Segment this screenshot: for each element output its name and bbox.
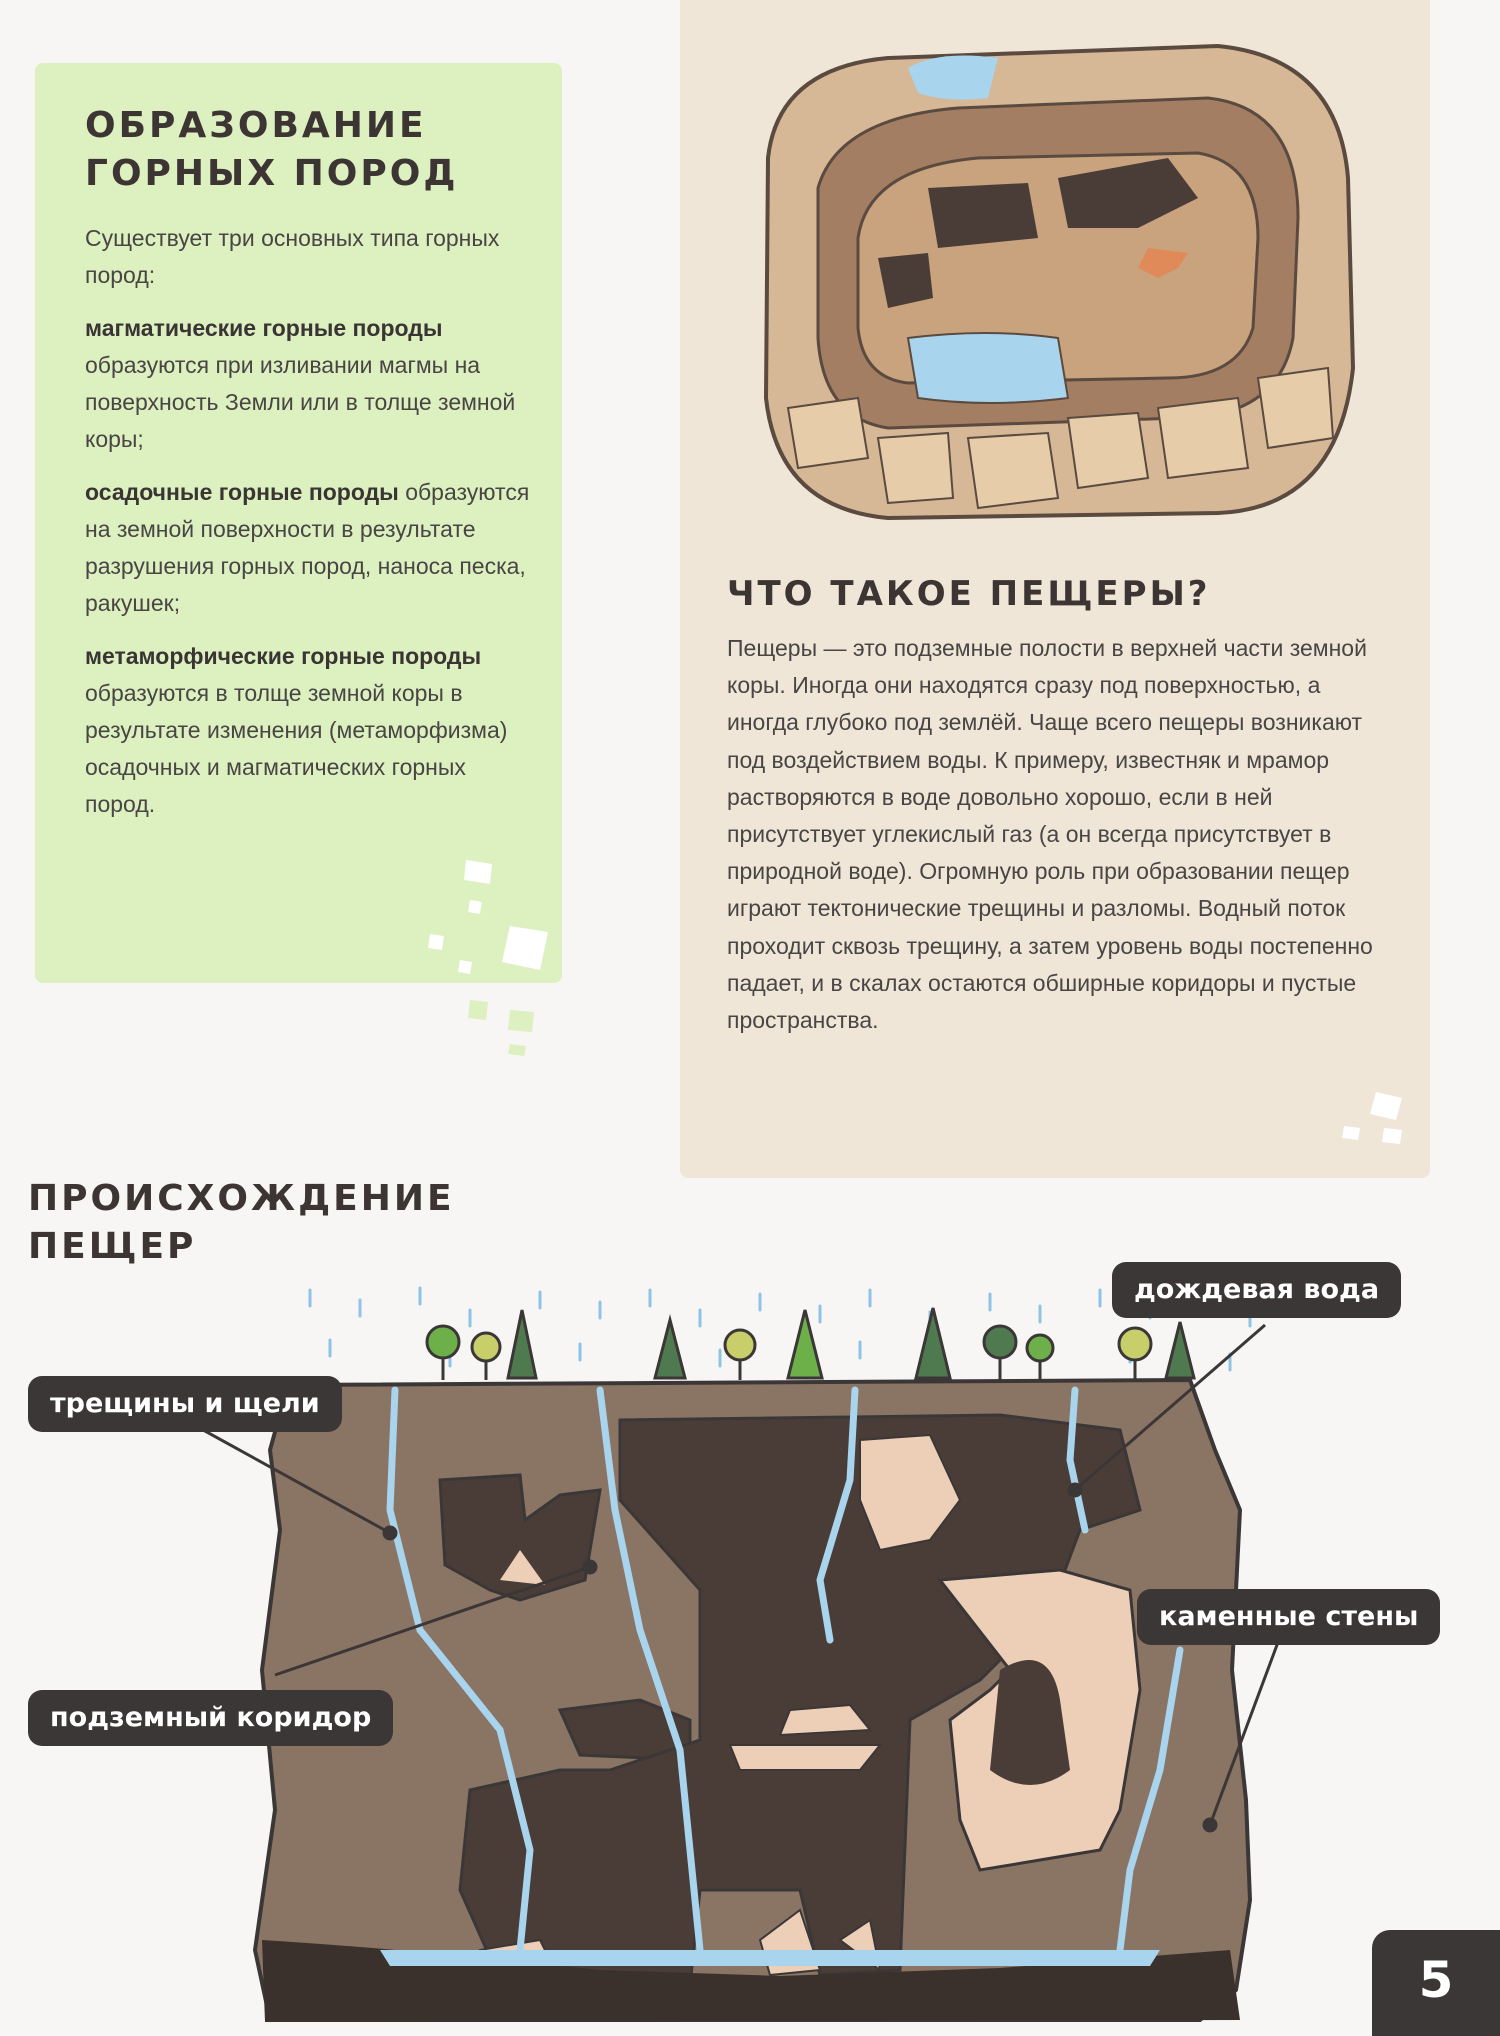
rocks-text <box>85 220 535 839</box>
rock-type-desc: образуются в толще земной коры в результате изменения (метаморфизма) осадочных и магматических горных пород. <box>85 680 508 817</box>
cave-illustration <box>738 38 1358 543</box>
trees <box>427 1308 1194 1380</box>
rock-type-desc: образуются на земной поверхности в результате разрушения горных пород, наноса песка, ракушек; <box>85 479 530 616</box>
paper-scraps-decoration <box>370 860 570 1060</box>
page-number: 5 <box>1372 1930 1500 2036</box>
rock-type-sedimentary <box>85 474 535 622</box>
rock-type-desc: образуются при изливании магмы на поверхность Земли или в толще земной коры; <box>85 352 516 452</box>
rocks-title: ОБРАЗОВАНИЕ ГОРНЫХ ПОРОД <box>85 105 459 194</box>
paper-scraps-decoration <box>1340 1090 1410 1150</box>
label-rain-water: дождевая вода <box>1112 1262 1401 1318</box>
rock-type-term: магматические горные породы <box>85 315 443 341</box>
label-cracks: трещины и щели <box>28 1376 342 1432</box>
rock-type-igneous <box>85 310 535 458</box>
caves-text: Пещеры — это подземные полости в верхней части земной коры. Иногда они находятся сразу под поверхностью, а иногда глубоко под землёй. Чаще всего пещеры возникают под воздействием воды. К примеру, известняк и мрамор растворяются в воде довольно хорошо, если в ней присутствует углекислый газ (а он всегда присутствует в природной воде). Огромную роль при образовании пещер играют тектонические трещины и разломы. Водный поток проходит сквозь трещину, а затем уровень воды постепенно падает, и в скалах остаются обширные коридоры и пустые пространства. <box>727 635 1373 1034</box>
rock-type-term: метаморфические горные породы <box>85 643 482 669</box>
rock-type-metamorphic <box>85 638 535 823</box>
label-stone-walls: каменные стены <box>1137 1589 1440 1645</box>
rocks-intro: Существует три основных типа горных пород: <box>85 225 500 288</box>
label-underground-corridor: подземный коридор <box>28 1690 393 1746</box>
origin-title: ПРОИСХОЖДЕНИЕ ПЕЩЕР <box>28 1178 455 1267</box>
rock-type-term: осадочные горные породы <box>85 479 399 505</box>
caves-title: ЧТО ТАКОЕ ПЕЩЕРЫ? <box>727 574 1211 614</box>
